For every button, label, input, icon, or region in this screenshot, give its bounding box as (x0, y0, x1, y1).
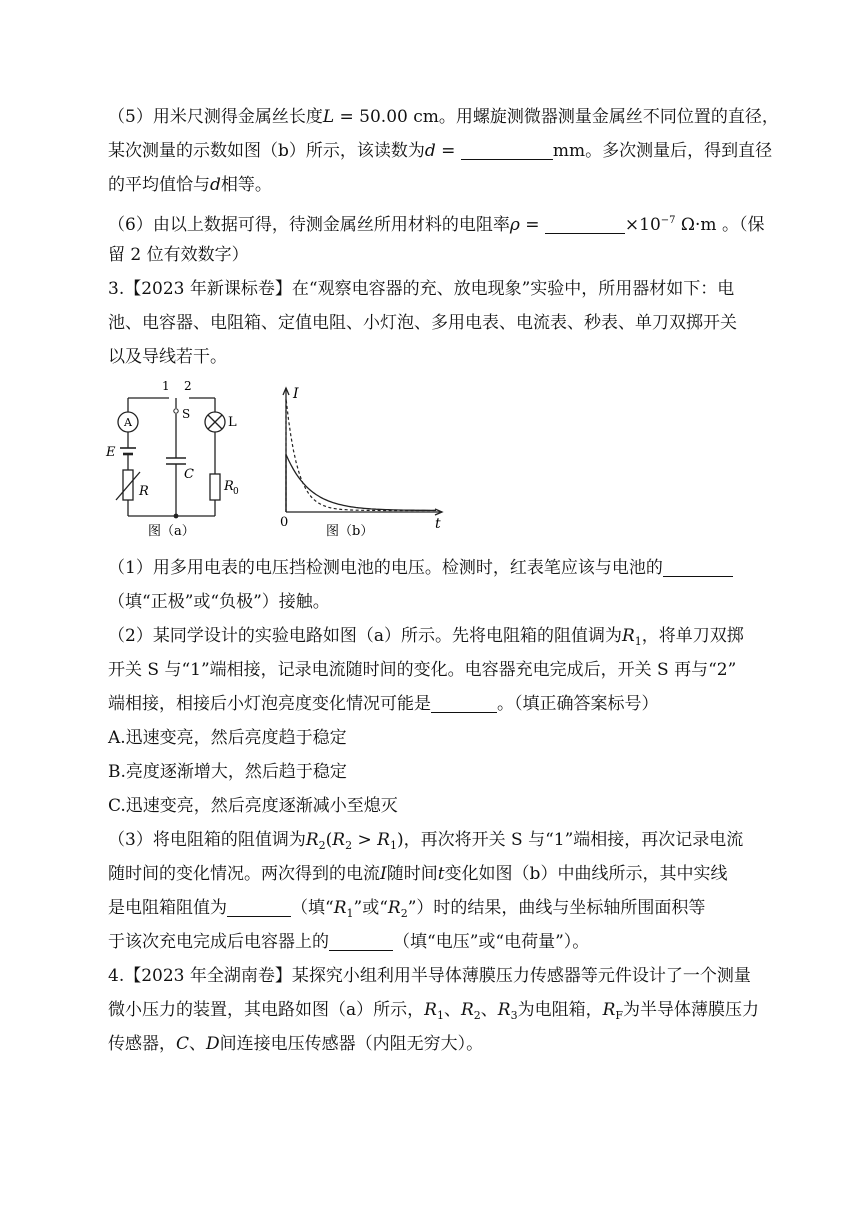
subscript: 1 (389, 839, 397, 852)
answer-blank[interactable] (227, 894, 291, 917)
text: 。（填正确答案标号） (497, 694, 659, 714)
text: 间连接电压传感器（内阻无穷大）。 (219, 1034, 484, 1054)
text: 相等。 (220, 175, 272, 195)
text: 微小压力的装置，其电路如图（a）所示， (108, 1000, 425, 1020)
text: 传感器， (108, 1034, 176, 1054)
text: = (435, 141, 461, 161)
q4-text (108, 959, 758, 1061)
answer-blank[interactable] (329, 928, 393, 951)
subscript: F (615, 1009, 624, 1022)
math-var: R (621, 626, 635, 646)
option-c: C.迅速变亮，然后亮度逐渐减小至熄灭 (108, 796, 398, 816)
text: ) (396, 830, 404, 850)
dashed-curve (286, 399, 436, 513)
math-var: d (210, 175, 221, 195)
text: 4.【2023 年全湖南卷】某探究小组利用半导体薄膜压力传感器等元件设计了一个测量 (108, 966, 751, 986)
text: ”或“ (353, 898, 388, 918)
solid-curve (286, 455, 436, 513)
exponent: −7 (660, 215, 676, 226)
text: 、 (443, 1000, 461, 1020)
text: 为电阻箱， (517, 1000, 603, 1020)
text: 是电阻箱阻值为 (108, 898, 227, 918)
text: 为半导体薄膜压力 (623, 1000, 760, 1020)
math-var: C (176, 1034, 190, 1054)
text: 、 (480, 1000, 498, 1020)
math-var: R (305, 830, 319, 850)
text: （填“电压”或“电荷量”）。 (393, 932, 590, 952)
q2-part5 (108, 100, 779, 202)
text: 。用螺旋测微器测量金属丝不同位置的直径， (438, 107, 779, 127)
terminal-2-label: 2 (184, 379, 192, 393)
text: ”）时的结果，曲线与坐标轴所围面积等 (407, 898, 706, 918)
subscript: 1 (436, 1009, 444, 1022)
q3-sub3 (108, 823, 758, 959)
fixed-resistor-subscript: 0 (233, 487, 239, 497)
circuit-diagram-figure-a (104, 378, 254, 538)
y-axis-label: I (293, 386, 299, 402)
answer-blank[interactable] (431, 690, 497, 713)
text: 、 (189, 1034, 207, 1054)
text: 随时间的变化情况。两次得到的电流 (108, 864, 380, 884)
text: 于该次充电完成后电容器上的 (108, 932, 329, 952)
resistor-box-label: R (139, 484, 149, 499)
battery-label: E (106, 445, 116, 460)
q3-header (108, 272, 758, 374)
q3-sub1 (108, 551, 758, 619)
q3-options (108, 721, 758, 823)
text: ( (325, 830, 333, 850)
math-var: ρ (509, 215, 520, 235)
text: （1）用多用电表的电压挡检测电池的电压。检测时，红表笔应该与电池的 (108, 558, 663, 578)
text: ，再次将开关 S 与“1”端相接，再次记录电流 (403, 830, 744, 850)
q3-sub2 (108, 619, 758, 721)
x-axis-label: t (435, 516, 441, 532)
subscript: 2 (400, 907, 408, 920)
text: Ω·m 。（保 (675, 215, 765, 235)
subscript: 1 (634, 635, 642, 648)
text: （5）用米尺测得金属丝长度 (108, 107, 323, 127)
text: 的平均值恰与 (108, 175, 210, 195)
text: 池、电容器、电阻箱、定值电阻、小灯泡、多用电表、电流表、秒表、单刀双掷开关 (108, 313, 737, 333)
subscript: 1 (346, 907, 354, 920)
math-var: R (497, 1000, 511, 1020)
text: 开关 S 与“1”端相接，记录电流随时间的变化。电容器充电完成后，开关 S 再与“2” (108, 660, 737, 680)
text: （6）由以上数据可得，待测金属丝所用材料的电阻率 (108, 215, 510, 235)
subscript: 2 (473, 1009, 481, 1022)
math-var: D (206, 1034, 220, 1054)
lamp-label: L (228, 415, 237, 430)
math-var: R (460, 1000, 474, 1020)
math-var: R (424, 1000, 437, 1020)
option-a: A.迅速变亮，然后亮度趋于稳定 (108, 728, 347, 748)
q2-part6 (108, 204, 765, 272)
text: > (352, 830, 378, 850)
text: = 50.00 cm (334, 107, 439, 127)
figure-b-caption: 图（b） (326, 524, 374, 538)
switch-pivot (174, 409, 178, 413)
text: = (519, 215, 545, 235)
text: （填“正极”或“负极”）接触。 (108, 592, 330, 612)
math-var: t (437, 864, 445, 884)
text: （填“ (291, 898, 334, 918)
answer-blank[interactable] (461, 137, 553, 160)
switch-label: S (182, 407, 191, 421)
text: ×10 (624, 215, 661, 235)
text: （3）将电阻箱的阻值调为 (108, 830, 306, 850)
subscript: 3 (510, 1009, 518, 1022)
math-var: I (380, 864, 387, 884)
answer-blank[interactable] (545, 211, 625, 234)
answer-blank[interactable] (663, 554, 733, 577)
text: 留 2 位有效数字） (108, 245, 249, 265)
current-time-graph-figure-b (270, 378, 450, 538)
text: 端相接，相接后小灯泡亮度变化情况可能是 (108, 694, 431, 714)
fixed-resistor-label: R (224, 479, 234, 494)
subscript: 2 (345, 839, 353, 852)
math-var: R (602, 1000, 616, 1020)
math-var: R (333, 898, 347, 918)
text: 某次测量的示数如图（b）所示，该读数为 (108, 141, 425, 161)
text: 以及导线若干。 (108, 347, 227, 367)
text: mm。多次测量后，得到直径 (552, 141, 773, 161)
text: 随时间 (386, 864, 438, 884)
math-var: R (332, 830, 346, 850)
ammeter-icon: A (124, 416, 132, 429)
math-var: R (387, 898, 401, 918)
text: （2）某同学设计的实验电路如图（a）所示。先将电阻箱的阻值调为 (108, 626, 622, 646)
junction-dot (174, 514, 179, 519)
text: 变化如图（b）中曲线所示，其中实线 (444, 864, 728, 884)
origin-label: 0 (280, 515, 289, 530)
math-var: R (377, 830, 390, 850)
text: 3.【2023 年新课标卷】在“观察电容器的充、放电现象”实验中，所用器材如下：电 (108, 279, 735, 299)
math-var: d (424, 141, 436, 161)
subscript: 2 (318, 839, 326, 852)
capacitor-label: C (184, 467, 194, 482)
terminal-1-label: 1 (162, 379, 170, 393)
figure-a-caption: 图（a） (148, 524, 195, 538)
math-var: L (322, 107, 335, 127)
text: ，将单刀双掷 (641, 626, 744, 646)
option-b: B.亮度逐渐增大，然后趋于稳定 (108, 762, 347, 782)
